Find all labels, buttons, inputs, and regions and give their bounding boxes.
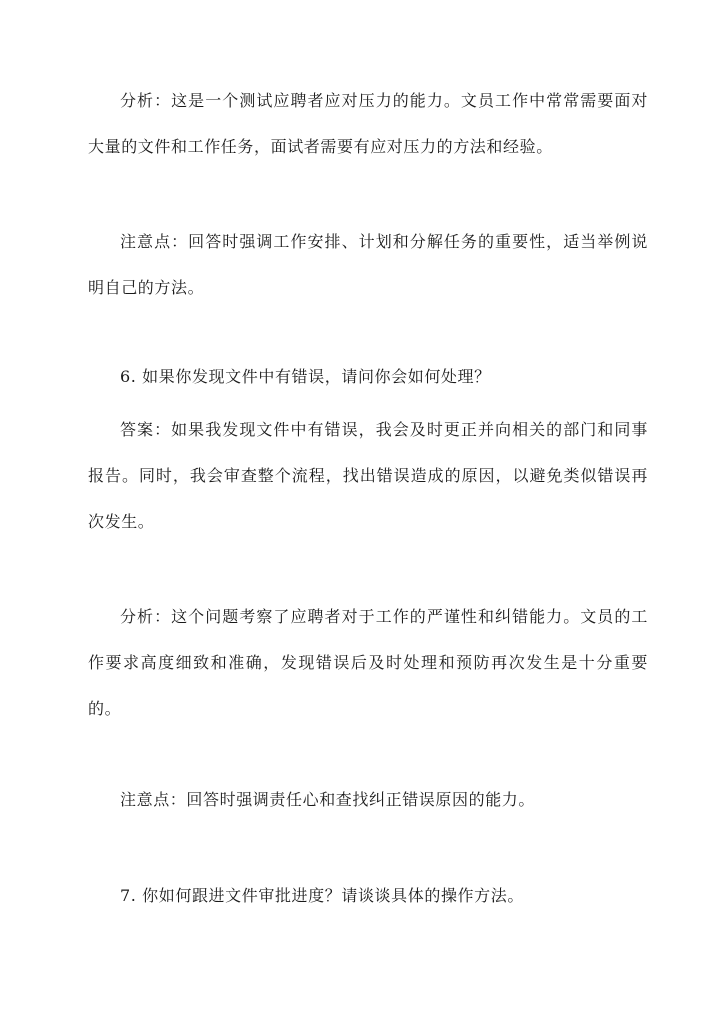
- answer-paragraph: 答案：如果我发现文件中有错误，我会及时更正并向相关的部门和同事报告。同时，我会审查整个流程，找出错误造成的原因，以避免类似错误再次发生。: [88, 420, 648, 531]
- note-paragraph: 注意点：回答时强调责任心和查找纠正错误原因的能力。: [120, 790, 536, 809]
- question-6: 6. 如果你发现文件中有错误，请问你会如何处理？: [120, 367, 491, 386]
- analysis-paragraph: 分析：这是一个测试应聘者应对压力的能力。文员工作中常常需要面对大量的文件和工作任务，面试者需要有应对压力的方法和经验。: [88, 91, 648, 156]
- analysis-paragraph: 分析：这个问题考察了应聘者对于工作的严谨性和纠错能力。文员的工作要求高度细致和准确，发现错误后及时处理和预防再次发生是十分重要的。: [88, 607, 648, 718]
- question-7: 7. 你如何跟进文件审批进度？请谈谈具体的操作方法。: [120, 886, 524, 905]
- note-paragraph: 注意点：回答时强调工作安排、计划和分解任务的重要性，适当举例说明自己的方法。: [88, 232, 648, 297]
